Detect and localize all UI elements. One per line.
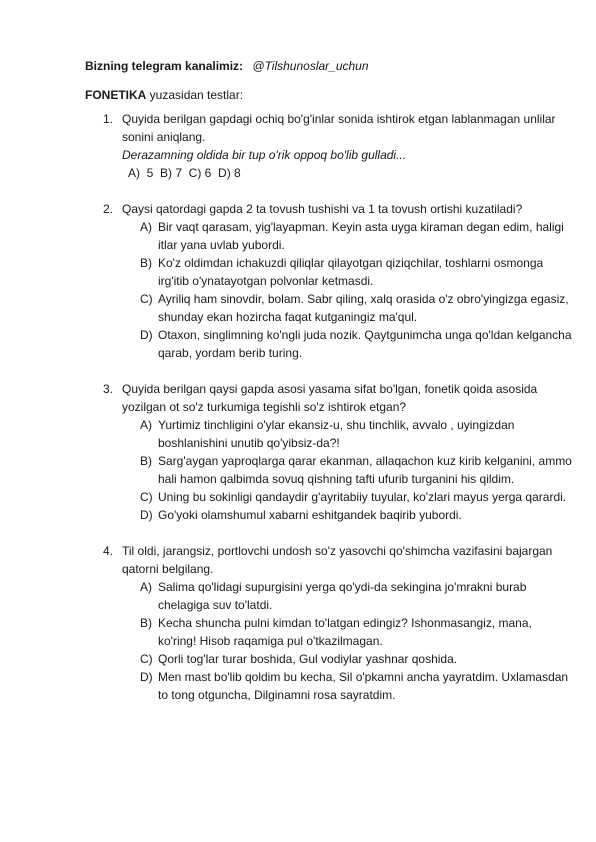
question-2 [103,200,573,362]
question-3 [103,380,573,524]
option-letter: C) [140,652,153,666]
answer-options-inline: A) 5 B) 7 C) 6 D) 8 [128,166,241,180]
option-text: Sarg'aygan yaproqlarga qarar ekanman, allaqachon kuz kirib kelganini, ammo hali hamon qalbimda sovuq qishning tafti ufurib turganini his qildim. [158,454,572,486]
answer-option-b [122,452,573,488]
answer-option-d [122,668,573,704]
answer-option-a [122,218,573,254]
question-1 [103,110,573,182]
option-text: Ayriliq ham sinovdir, bolam. Sabr qiling, xalq orasida o'z obro'yingizga egasiz, shunday ekan hozircha faqat kutganingiz ma'qul. [158,292,569,324]
question-number: 2. [103,202,114,216]
section-title-bold: FONETIKA [85,88,147,102]
answer-option-c [122,488,573,506]
question-text: Quyida berilgan qaysi gapda asosi yasama sifat bo'lgan, fonetik qoida asosida yozilgan ot so'z turkumiga tegishli so'z ishtirok etgan? [122,382,538,414]
option-text: Otaxon, singlimning ko'ngli juda nozik. Qaytgunimcha unga qo'ldan kelgancha qarab, yordam berib turing. [158,328,572,360]
option-letter: A) [140,220,152,234]
section-title-rest: yuzasidan testlar: [146,88,244,102]
option-text: Kecha shuncha pulni kimdan to'latgan edingiz? Ishonmasangiz, mana, ko'ring! Hisob raqamiga pul o'tkazilmagan. [158,616,532,648]
option-letter: B) [140,454,152,468]
option-letter: A) [140,580,152,594]
option-text: Salima qo'lidagi supurgisini yerga qo'ydi-da sekingina jo'mrakni burab chelagiga suv to'latdi. [158,580,527,612]
question-text: Til oldi, jarangsiz, portlovchi undosh so'z yasovchi qo'shimcha vazifasini bajargan qatorni belgilang. [122,544,553,576]
answer-option-b [122,254,573,290]
answer-option-c [122,650,573,668]
answer-option-a [122,416,573,452]
option-letter: D) [140,328,153,342]
option-text: Go'yoki olamshumul xabarni eshitgandek baqirib yubordi. [158,508,462,522]
question-4 [103,542,573,704]
option-text: Men mast bo'lib qoldim bu kecha, Sil o'pkamni ancha yayratdim. Uxlamasdan to tong otguncha, Dilginamni rosa sayratdim. [158,670,569,702]
option-letter: C) [140,292,153,306]
question-list [103,110,573,722]
option-text: Ko'z oldimdan ichakuzdi qiliqlar qilayotgan qiziqchilar, toshlarni osmonga irg'itib o'ynatayotgan polvonlar ketmasdi. [158,256,544,288]
answer-option-d [122,326,573,362]
question-number: 4. [103,544,114,558]
channel-label: Bizning telegram kanalimiz: [85,59,244,73]
question-text: Qaysi qatordagi gapda 2 ta tovush tushishi va 1 ta tovush ortishi kuzatiladi? [122,202,523,216]
answer-option-a [122,578,573,614]
question-number: 3. [103,382,114,396]
option-letter: D) [140,508,153,522]
question-sentence: Derazamning oldida bir tup o'rik oppoq bo'lib gulladi... [122,148,407,162]
question-text: Quyida berilgan gapdagi ochiq bo'g'inlar sonida ishtirok etgan lablanmagan unlilar sonini aniqlang. [122,112,556,144]
option-letter: C) [140,490,153,504]
answer-option-c [122,290,573,326]
option-text: Yurtimiz tinchligini o'ylar ekansiz-u, shu tinchlik, avvalo , uyingizdan boshlanishini unutib qo'yibsiz-da?! [158,418,515,450]
channel-handle[interactable]: @Tilshunoslar_uchun [252,59,369,73]
option-letter: D) [140,670,153,684]
answer-option-d [122,506,573,524]
option-text: Uning bu sokinligi qandaydir g'ayritabiiy tuyular, ko'zlari mayus yerga qarardi. [158,490,567,504]
question-number: 1. [103,112,114,126]
channel-header [85,57,369,75]
option-letter: B) [140,616,152,630]
option-text: Qorli tog'lar turar boshida, Gul vodiylar yashnar qoshida. [158,652,458,666]
option-text: Bir vaqt qarasam, yig'layapman. Keyin asta uyga kiraman degan edim, haligi itlar yana uvlab yubordi. [158,220,564,252]
section-title [85,86,243,104]
answer-option-b [122,614,573,650]
option-letter: B) [140,256,152,270]
option-letter: A) [140,418,152,432]
